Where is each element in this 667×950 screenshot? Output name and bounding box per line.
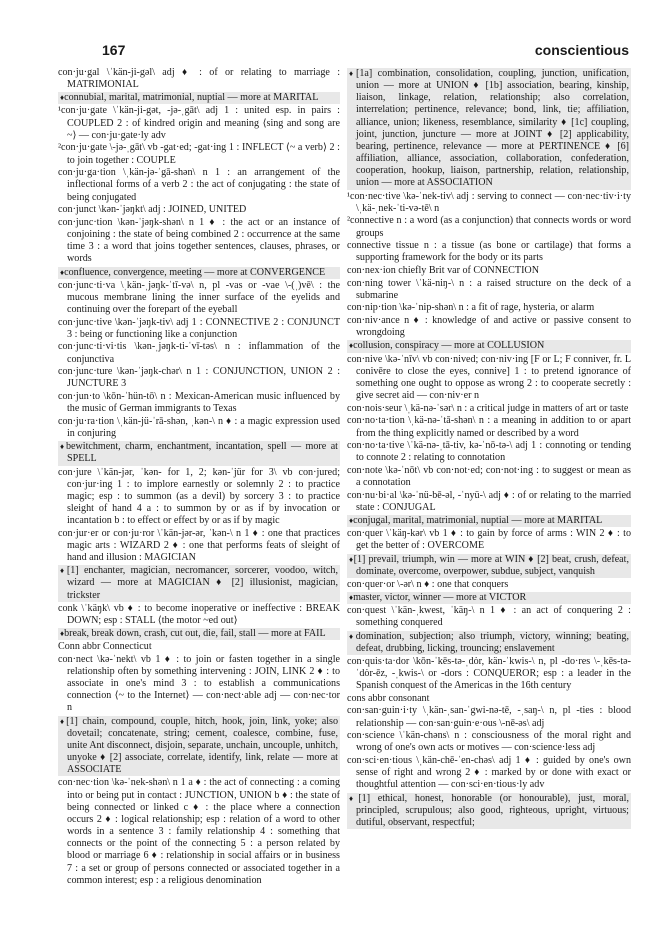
dictionary-entry: con·ju·ga·tion \ˌkän-jə-ˈgā-shən\ n 1 : an arrangement of the inflectional forms of a verb 2 : the act of conjugating : the state of being conjugated: [58, 167, 340, 203]
dictionary-entry: con·junc·tion \kən-ˈjəŋk-shən\ n 1 ♦ : the act or an instance of conjoining : the state of being combined 2 : occurrence at the same time 3 : a word that joins together sentences, clauses, phrases, or words: [58, 216, 340, 265]
dictionary-entry: ²con·ju·gate \-jə-ˌgāt\ vb -gat·ed; -gat·ing 1 : INFLECT ⟨~ a verb⟩ 2 : to join together : COUPLE: [58, 142, 340, 166]
dictionary-entry: con·jun·to \kōn-ˈhün-tō\ n : Mexican-American music influenced by the music of German immigrants to Texas: [58, 391, 340, 415]
synonym-block: ♦ break, break down, crash, cut out, die, fail, stall — more at FAIL: [58, 628, 340, 640]
dictionary-entry: con·nu·bi·al \kə-ˈnü-bē-əl, -ˈnyü-\ adj ♦ : of or relating to the married state : CONJUGAL: [347, 489, 631, 513]
dictionary-entry: conk \ˈkäŋk\ vb ♦ : to become inoperative or ineffective : BREAK DOWN; esp : STALL ⟨the motor ~ed out⟩: [58, 602, 340, 626]
synonym-block: ♦ conjugal, marital, matrimonial, nuptial — more at MARITAL: [347, 515, 631, 527]
dictionary-entry: connective tissue n : a tissue (as bone or cartilage) that forms a supporting framework for the body or its parts: [347, 240, 631, 264]
dictionary-entry: con·quer·or \-ər\ n ♦ : one that conquers: [347, 578, 509, 590]
dictionary-entry: con·quer \ˈkäŋ-kər\ vb 1 ♦ : to gain by force of arms : WIN 2 ♦ : to get the better of : OVERCOME: [347, 528, 631, 552]
dictionary-entry: con·nois·seur \ˌkä-nə-ˈsər\ n : a critical judge in matters of art or taste: [347, 402, 629, 414]
dictionary-entry: con·nec·tion \kə-ˈnek-shən\ n 1 a ♦ : the act of connecting : a coming into or being put in contact : JUNCTION, UNION b ♦ : the state of being connected or linked c ♦ : the place where a connection occurs 2 ♦ : logical relationship; esp : relation of a word to other words in a sentence 3 : family relationship 4 : something that connects or the point of the connecting 5 : a person related by blood or marriage 6 ♦ : relationship in social affairs or in business 7 : a set or group of persons connected or associated together in a common interest; esp : a religious denomination: [58, 777, 340, 886]
dictionary-entry: ¹con·nec·tive \kə-ˈnek-tiv\ adj : serving to connect — con·nec·tiv·i·ty \ˌkä-ˌnek-ˈti-və-tē\ n: [347, 190, 631, 214]
synonym-block: ♦ master, victor, winner — more at VICTOR: [347, 592, 631, 604]
page-header: [0, 42, 667, 60]
dictionary-entry: con·niv·ance n ♦ : knowledge of and active or passive consent to wrongdoing: [347, 315, 631, 339]
synonym-block: ♦ collusion, conspiracy — more at COLLUSION: [347, 340, 631, 352]
dictionary-entry: con·science \ˈkän-chəns\ n : consciousness of the moral right and wrong of one's own acts or motives — con·science·less adj: [347, 730, 631, 754]
dictionary-entry: con·no·ta·tion \ˌkä-nə-ˈtā-shən\ n : a meaning in addition to or apart from the thing explicitly named or described by a word: [347, 415, 631, 439]
dictionary-entry: con·ju·gal \ˈkän-ji-gəl\ adj ♦ : of or relating to marriage : MATRIMONIAL: [58, 67, 340, 91]
page-number: 167: [102, 42, 126, 58]
synonym-block: ♦ [1] chain, compound, couple, hitch, hook, join, link, yoke; also dovetail; concatenate, string; cement, coalesce, combine, fuse, unite Ant disconnect, disjoin, separate, unchain, uncouple, unhitch, unyoke ♦ [2] associate, correlate, identify, link, relate — more at ASSOCIATE: [58, 716, 340, 777]
dictionary-entry: Conn abbr Connecticut: [58, 641, 152, 653]
dictionary-entry: con·junc·ture \kən-ˈjəŋk-chər\ n 1 : CONJUNCTION, UNION 2 : JUNCTURE 3: [58, 366, 340, 390]
synonym-block: ♦ bewitchment, charm, enchantment, incantation, spell — more at SPELL: [58, 441, 340, 465]
dictionary-entry: con·sci·en·tious \ˌkän-chē-ˈen-chəs\ adj 1 ♦ : guided by one's own sense of right and wrong 2 ♦ : marked by or done with exact or thoughtful attention — con·sci·en·tious·ly adv: [347, 755, 631, 791]
synonym-block: ♦ [1] enchanter, magician, necromancer, sorcerer, voodoo, witch, wizard — more at MAGICIAN ♦ [2] illusionist, magician, trickster: [58, 565, 340, 601]
dictionary-entry: con·junc·tive \kən-ˈjəŋk-tiv\ adj 1 : CONNECTIVE 2 : CONJUNCT 3 : being or functioning like a conjunction: [58, 316, 340, 340]
dictionary-entry: cons abbr consonant: [347, 692, 430, 704]
synonym-block: ♦ confluence, convergence, meeting — more at CONVERGENCE: [58, 267, 340, 279]
dictionary-entry: con·jure \ˈkän-jər, ˈkən- for 1, 2; kən-ˈjür for 3\ vb con·jured; con·jur·ing 1 : to implore earnestly or solemnly 2 : to practice magic; esp : to summon (as a devil) by sorcery 3 : to practice sleight of hand 4 a : to summon by or as if by invocation or incantation b : to effect or effect by or as if by magic: [58, 466, 340, 527]
dictionary-entry: con·no·ta·tive \ˈkä-nə-ˌtā-tiv, kə-ˈnō-tə-\ adj 1 : connoting or tending to connote 2 : relating to connotation: [347, 440, 631, 464]
synonym-block: ♦ [1a] combination, consolidation, coupling, junction, unification, union — more at UNION ♦ [1b] association, bearing, kinship, liaison, linkage, relation, relationship; also correlation, interrelation; pertinence, relevance; bond, link, tie; affiliation, alliance, union; likeness, resemblance, similarity ♦ [1c] coupling, joint, junction, juncture — more at JOINT ♦ [2] applicability, bearing, pertinence, relevance — more at PERTINENCE ♦ [6] affiliation, alliance, association, collaboration, confederation, cooperation, hookup, liaison, partnership, relation, relationship, union — more at ASSOCIATION: [347, 68, 631, 190]
dictionary-entry: con·nive \kə-ˈnīv\ vb con·nived; con·niv·ing [F or L; F conniver, fr. L conivēre to close the eyes, connive] 1 : to pretend ignorance of something one ought to oppose as wrong 2 : to cooperate secretly : give secret aid — con·niv·er n: [347, 353, 631, 402]
dictionary-entry: ¹con·ju·gate \ˈkän-ji-gət, -jə-ˌgāt\ adj 1 : united esp. in pairs : COUPLED 2 : of kindred origin and meaning ⟨sing and song are ~⟩ — con·ju·gate·ly adv: [58, 105, 340, 141]
synonym-block: ♦ domination, subjection; also triumph, victory, winning; beating, defeat, drubbing, licking, trouncing; enslavement: [347, 631, 631, 655]
synonym-block: ♦ [1] ethical, honest, honorable (or honourable), just, moral, principled, scrupulous; also good, righteous, upright, virtuous; dutiful, observant, respectful;: [347, 793, 631, 829]
dictionary-entry: con·ning tower \ˈkä-niŋ-\ n : a raised structure on the deck of a submarine: [347, 277, 631, 301]
left-column: [58, 67, 340, 942]
right-column: [347, 67, 631, 942]
dictionary-entry: con·nex·ion chiefly Brit var of CONNECTION: [347, 265, 540, 276]
dictionary-entry: con·ju·ra·tion \ˌkän-jü-ˈrā-shən, ˌkən-\ n ♦ : a magic expression used in conjuring: [58, 415, 340, 440]
dictionary-entry: con·junc·ti·vi·tis \kən-ˌjəŋk-ti-ˈvī-təs\ n : inflammation of the conjunctiva: [58, 341, 340, 365]
guide-word: conscientious: [534, 42, 629, 58]
dictionary-entry: con·junc·ti·va \ˌkän-ˌjəŋk-ˈtī-və\ n, pl -vas or -vae \-(ˌ)vē\ : the mucous membrane lining the inner surface of the eyelids and continuing over the forepart of the eyeball: [58, 279, 340, 315]
dictionary-entry: con·jur·er or con·ju·ror \ˈkän-jər-ər, ˈkən-\ n 1 ♦ : one that practices magic arts : WIZARD 2 ♦ : one that performs feats of sleight of hand and illusion : MAGICIAN: [58, 527, 340, 564]
synonym-block: ♦ connubial, marital, matrimonial, nuptial — more at MARITAL: [58, 92, 340, 104]
dictionary-entry: con·quis·ta·dor \kōn-ˈkēs-tə-ˌdȯr, kän-ˈkwis-\ n, pl -do·res \-ˌkēs-tə-ˈdȯr-ēz, -ˌkwis-\ or -dors : CONQUEROR; esp : a leader in the Spanish conquest of the Americas in the 16th century: [347, 655, 631, 692]
dictionary-entry: con·nect \kə-ˈnekt\ vb 1 ♦ : to join or fasten together in a single relationship often by something intervening : JOIN, LINK 2 ♦ : to associate in one's mind 3 : to establish a communications connection ⟨~ to the Internet⟩ — con·nect·able adj — con·nec·tor n: [58, 653, 340, 714]
dictionary-entry: con·note \kə-ˈnōt\ vb con·not·ed; con·not·ing : to suggest or mean as a connotation: [347, 465, 631, 489]
dictionary-entry: con·nip·tion \kə-ˈnip-shən\ n : a fit of rage, hysteria, or alarm: [347, 302, 595, 314]
dictionary-entry: con·san·guin·i·ty \ˌkän-ˌsan-ˈgwi-nə-tē, -ˌsaŋ-\ n, pl -ties : blood relationship — con·san·guin·e·ous \-nē-əs\ adj: [347, 705, 631, 729]
synonym-block: ♦ [1] prevail, triumph, win — more at WIN ♦ [2] beat, crush, defeat, dominate, overcome, overpower, subdue, subject, vanquish: [347, 554, 631, 578]
dictionary-entry: con·junct \kən-ˈjəŋkt\ adj : JOINED, UNITED: [58, 204, 247, 216]
dictionary-entry: con·quest \ˈkän-ˌkwest, ˈkäŋ-\ n 1 ♦ : an act of conquering 2 : something conquered: [347, 605, 631, 629]
dictionary-entry: ²connective n : a word (as a conjunction) that connects words or word groups: [347, 215, 631, 239]
